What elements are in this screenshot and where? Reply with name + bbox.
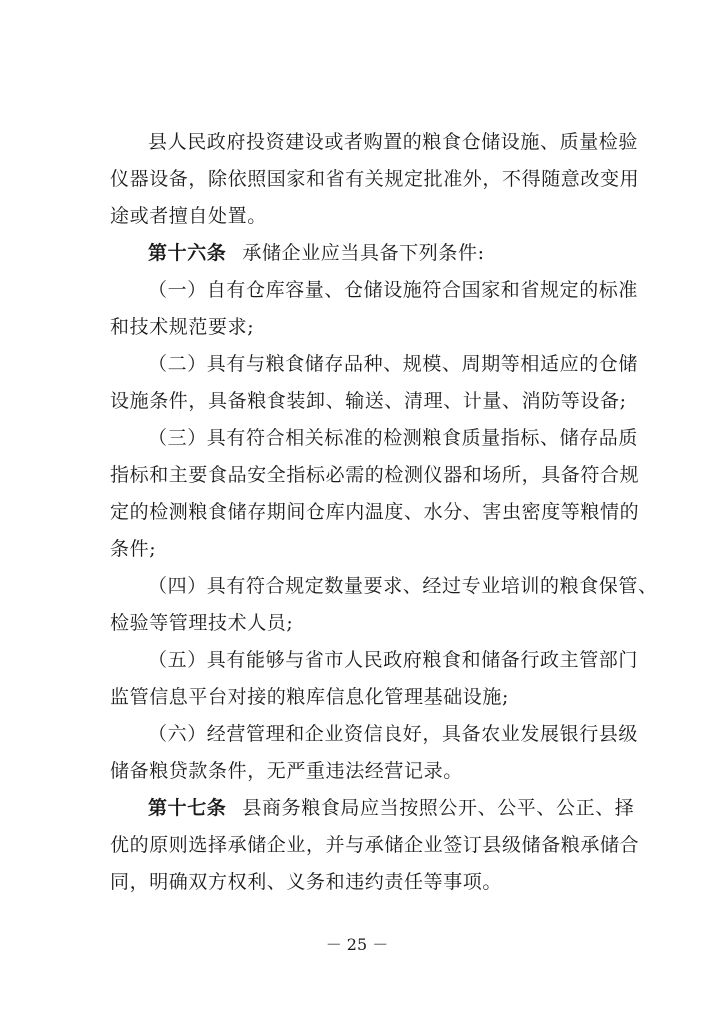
clause-3-line: （三）具有符合相关标准的检测粮食质量指标、储存品质 xyxy=(148,427,639,449)
clause-4-line: （四）具有符合规定数量要求、经过专业培训的粮食保管、 xyxy=(148,575,658,597)
article-17-line: 同，明确双方权利、义务和违约责任等事项。 xyxy=(110,871,503,893)
paragraph-line: 仪器设备，除依照国家和省有关规定批准外，不得随意改变用 xyxy=(110,168,640,190)
clause-1-line: 和技术规范要求; xyxy=(110,316,255,338)
clause-3-line: 指标和主要食品安全指标必需的检测仪器和场所，具备符合规 xyxy=(110,464,640,486)
article-16-heading: 第十六条 xyxy=(148,242,227,264)
clause-5-line: 监管信息平台对接的粮库信息化管理基础设施; xyxy=(110,686,510,708)
clause-3-line: 定的检测粮食储存期间仓库内温度、水分、害虫密度等粮情的 xyxy=(110,501,640,523)
clause-2-line: （二）具有与粮食储存品种、规模、周期等相适应的仓储 xyxy=(148,353,639,375)
clause-2-line: 设施条件，具备粮食装卸、输送、清理、计量、消防等设备; xyxy=(110,390,627,412)
paragraph-line: 县人民政府投资建设或者购置的粮食仓储设施、质量检验 xyxy=(148,131,639,153)
page-number: － 25 － xyxy=(325,935,389,954)
clause-6-line: （六）经营管理和企业资信良好，具备农业发展银行县级 xyxy=(148,723,639,745)
clause-1-line: （一）自有仓库容量、仓储设施符合国家和省规定的标准 xyxy=(148,279,639,301)
clause-3-line: 条件; xyxy=(110,538,157,560)
paragraph-line: 途或者擅自处置。 xyxy=(110,205,267,227)
clause-6-line: 储备粮贷款条件，无严重违法经营记录。 xyxy=(110,760,463,782)
article-17-line: 优的原则选择承储企业，并与承储企业签订县级储备粮承储合 xyxy=(110,834,640,856)
article-17-line xyxy=(148,796,648,820)
article-16-text: 承储企业应当具备下列条件: xyxy=(242,242,485,264)
article-17-text: 县商务粮食局应当按照公开、公平、公正、择 xyxy=(242,797,635,819)
article-16-line xyxy=(148,241,648,265)
clause-4-line: 检验等管理技术人员; xyxy=(110,612,294,634)
article-17-heading: 第十七条 xyxy=(148,797,227,819)
clause-5-line: （五）具有能够与省市人民政府粮食和储备行政主管部门 xyxy=(148,649,639,671)
